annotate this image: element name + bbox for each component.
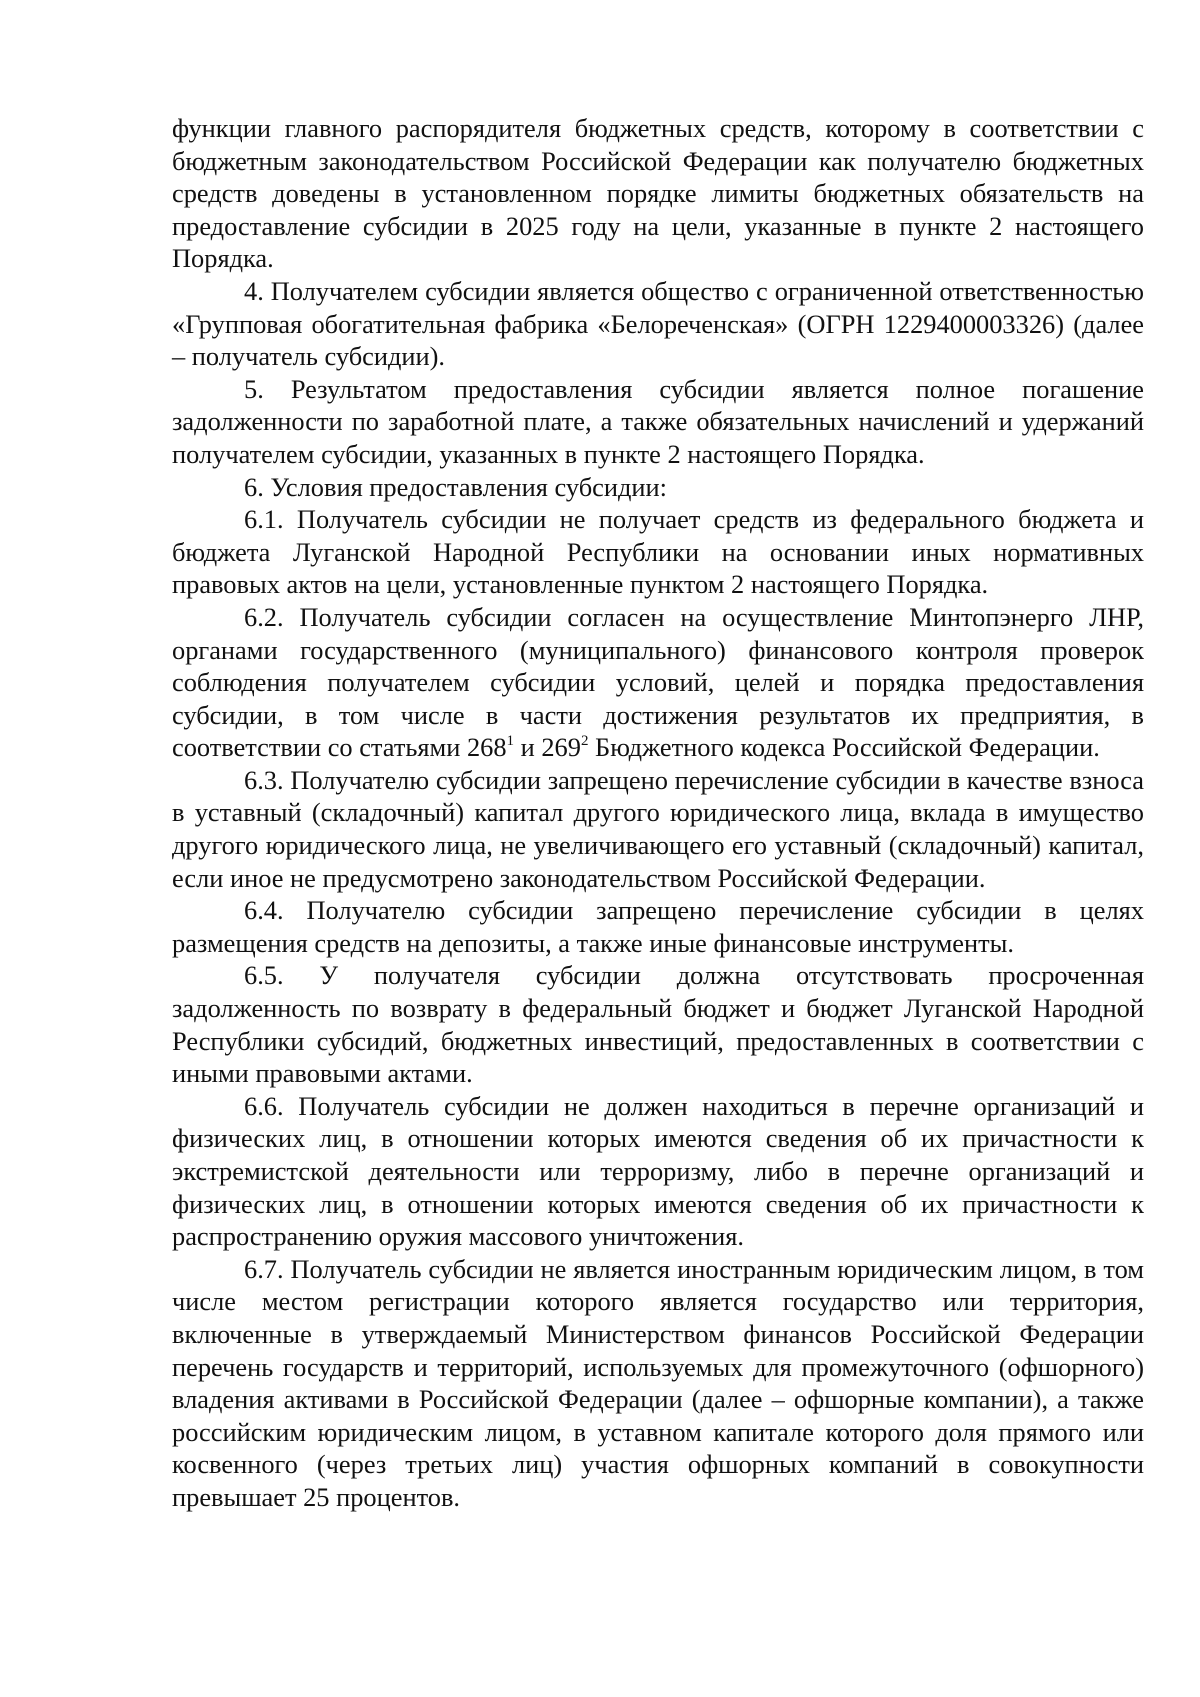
paragraph-4-recipient: 4. Получателем субсидии является общество с ограниченной ответственностью «Групповая обогатительная фабрика «Белореченская» (ОГРН 1229400003326) (далее – получатель субсидии). [172, 275, 1144, 372]
paragraph-6-3: 6.3. Получателю субсидии запрещено перечисление субсидии в качестве взноса в уставный (складочный) капитал другого юридического лица, вклада в имущество другого юридического лица, не увеличивающего его уставный (складочный) капитал, если иное не предусмотрено законодательством Российской Федерации. [172, 764, 1144, 893]
paragraph-6-5: 6.5. У получателя субсидии должна отсутствовать просроченная задолженность по возврату в федеральный бюджет и бюджет Луганской Народной Республики субсидий, бюджетных инвестиций, предоставленных в соответствии с иными правовыми актами. [172, 960, 1144, 1089]
paragraph-6-1: 6.1. Получатель субсидии не получает средств из федерального бюджета и бюджета Луганской Народной Республики на основании иных нормативных правовых актов на цели, установленные пунктом 2 настоящего Порядка. [172, 504, 1144, 600]
paragraph-6-2-part1: 6.2. Получатель субсидии согласен на осуществление Минтопэнерго ЛНР, органами государственного (муниципального) финансового контроля проверок соблюдения получателем субсидии условий, целей и порядка предоставления субсидии, в том числе в части достижения результатов их предприятия, в соответствии со статьями 268 [172, 601, 1144, 763]
document-page [172, 112, 1144, 1514]
paragraph-6-2-part3: Бюджетного кодекса Российской Федерации. [588, 732, 1100, 763]
paragraph-6-2-part2: и 269 [514, 732, 581, 763]
paragraph-5-result: 5. Результатом предоставления субсидии является полное погашение задолженности по заработной плате, а также обязательных начислений и удержаний получателем субсидии, указанных в пункте 2 настоящего Порядка. [172, 373, 1144, 469]
superscript-1: 1 [506, 733, 515, 750]
superscript-2: 2 [580, 733, 589, 750]
paragraph-6-6: 6.6. Получатель субсидии не должен находиться в перечне организаций и физических лиц, в отношении которых имеются сведения об их причастности к экстремистской деятельности или терроризму, либо в перечне организаций и физических лиц, в отношении которых имеются сведения об их причастности к распространению оружия массового уничтожения. [172, 1090, 1144, 1252]
paragraph-intro: функции главного распорядителя бюджетных средств, которому в соответствии с бюджетным законодательством Российской Федерации как получателю бюджетных средств доведены в установленном порядке лимиты бюджетных обязательств на предоставление субсидии в 2025 году на цели, указанные в пункте 2 настоящего Порядка. [172, 113, 1144, 274]
paragraph-6-2 [172, 601, 1144, 764]
paragraph-6-7: 6.7. Получатель субсидии не является иностранным юридическим лицом, в том числе местом регистрации которого является государство или территория, включенные в утверждаемый Министерством финансов Российской Федерации перечень государств и территорий, используемых для промежуточного (офшорного) владения активами в Российской Федерации (далее – офшорные компании), а также российским юридическим лицом, в уставном капитале которого доля прямого или косвенного (через третьих лиц) участия офшорных компаний в совокупности превышает 25 процентов. [172, 1253, 1144, 1512]
paragraph-6-conditions-heading: 6. Условия предоставления субсидии: [244, 471, 668, 502]
paragraph-6-4: 6.4. Получателю субсидии запрещено перечисление субсидии в целях размещения средств на депозиты, а также иные финансовые инструменты. [172, 895, 1144, 958]
